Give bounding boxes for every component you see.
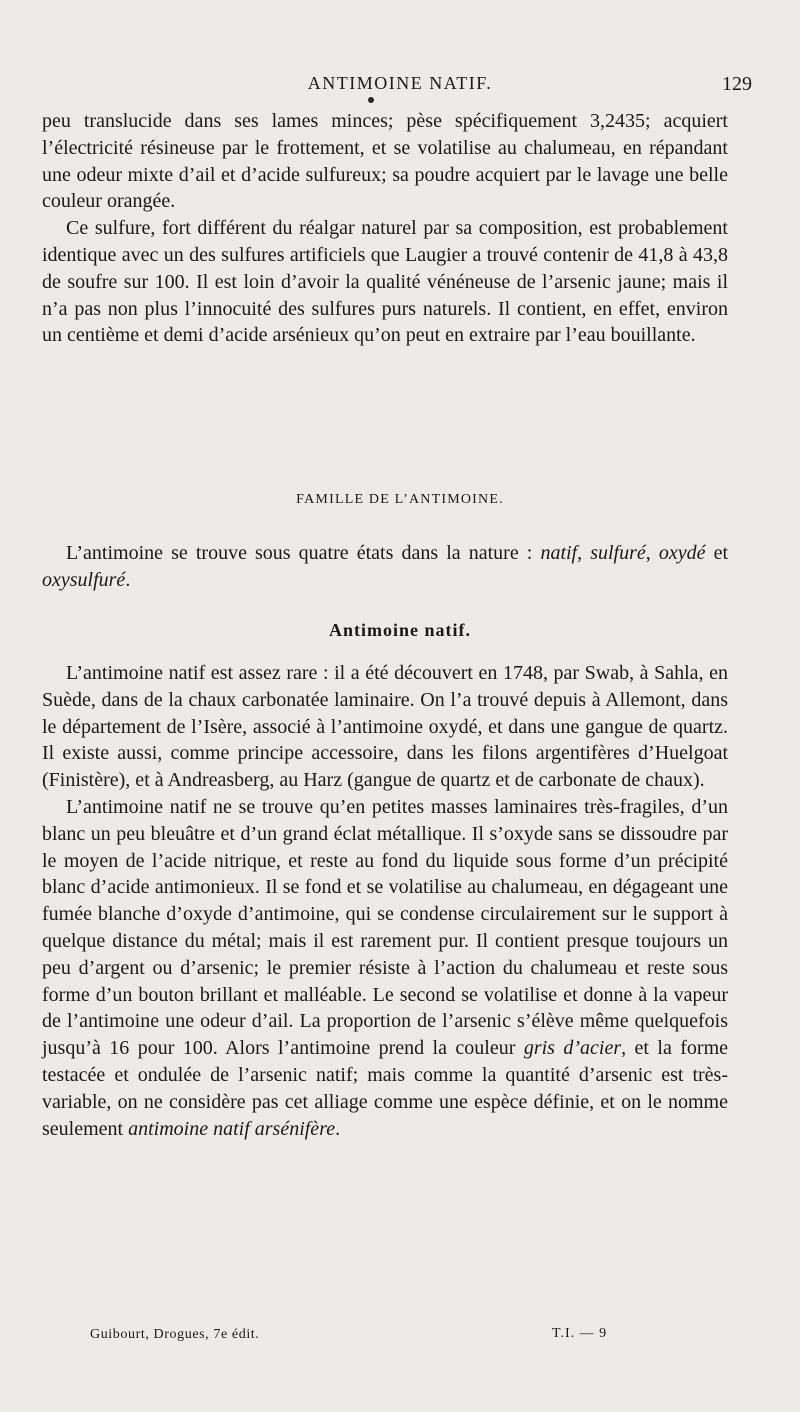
state-sulfure: sulfuré xyxy=(590,542,646,564)
properties-text: L’antimoine natif ne se trouve qu’en petites masses laminaires très-fragiles, d’un blanc un peu bleuâtre et d’un grand éclat métallique. Il s’oxyde sans se dissoudre par le moyen de l’acide nitrique, et reste au fond du liquide sous forme d’un précipité blanc d’acide antimonieux. Il se fond et se volatilise au chalumeau, en dégageant une fumée blanche d’oxyde d’antimoine, qui se condense circulairement sur le support à quelque distance du métal; mais il est rarement pur. Il contient presque toujours un peu d’argent ou d’arsenic; le premier résiste à l’action du chalumeau et reste sous forme d’un bouton brillant et malléable. Le second se volatilise et donne à la vapeur de l’antimoine une odeur d’ail. La proportion de l’arsenic s’élève même quelquefois jusqu’à 16 pour 100. Alors l’antimoine prend la couleur xyxy=(42,795,728,1060)
states-lead-text: L’antimoine se trouve sous quatre états dans la nature : xyxy=(66,542,541,564)
print-dot-mark xyxy=(368,97,374,103)
footer-volume-mark: T.I. — 9 xyxy=(552,1326,608,1341)
page-number: 129 xyxy=(722,73,752,95)
paragraph-properties xyxy=(42,794,728,1142)
section-heading: FAMILLE DE L’ANTIMOINE. xyxy=(296,492,504,507)
separator: , xyxy=(645,542,659,564)
term-gris-acier: gris d’acier xyxy=(523,1037,622,1060)
opening-text-block xyxy=(42,108,728,349)
running-title: ANTIMOINE NATIF. xyxy=(307,73,493,93)
footer-signature: Guibourt, Drogues, 7e édit. xyxy=(90,1327,260,1342)
paragraph-states xyxy=(42,540,728,594)
period: . xyxy=(335,1117,341,1140)
properties-text-mid: , et la forme testacée et ondulée de l’arsenic natif; mais comme la quantité d’arsenic est très-variable, on ne considère pas cet alliage comme une espèce définie, et on le nomme seulement xyxy=(42,1037,729,1140)
separator: , xyxy=(577,542,591,564)
state-oxyde: oxydé xyxy=(658,542,706,564)
running-header xyxy=(0,73,800,99)
separator: et xyxy=(705,542,729,564)
state-natif: natif xyxy=(540,542,578,564)
term-arsenifere: antimoine natif arsénifère xyxy=(128,1117,336,1140)
states-text-block xyxy=(42,540,728,594)
paragraph-discovery: L’antimoine natif est assez rare : il a été découvert en 1748, par Swab, à Sahla, en Suède, dans de la chaux carbonatée laminaire. On l’a trouvé depuis à Allemont, dans le département de l’Isère, associé à l’antimoine oxydé, et dans une gangue de quartz. Il existe aussi, comme principe accessoire, dans les filons argentifères d’Huelgoat (Finistère), et à Andreasberg, au Harz (gangue de quartz et de carbonate de chaux). xyxy=(42,662,728,792)
period: . xyxy=(125,568,131,591)
paragraph-sulfure: Ce sulfure, fort différent du réalgar naturel par sa composition, est probablement identique avec un des sulfures artificiels que Laugier a trouvé contenir de 41,8 à 43,8 de soufre sur 100. Il est loin d’avoir la qualité vénéneuse de l’arsenic jaune; mais il n’a pas non plus l’innocuité des sulfures purs naturels. Il contient, en effet, environ un centième et demi d’acide arsénieux qu’on peut en extraire par l’eau bouillante. xyxy=(42,217,728,347)
subsection-heading: Antimoine natif. xyxy=(329,620,471,640)
paragraph-continuation: peu translucide dans ses lames minces; pèse spécifiquement 3,2435; acquiert l’électricité résineuse par le frottement, et se volatilise au chalumeau, en répandant une odeur mixte d’ail et d’acide sulfureux; sa poudre acquiert par le lavage une belle couleur orangée. xyxy=(42,110,728,213)
state-oxysulfure: oxysulfuré xyxy=(42,568,126,591)
main-text-block xyxy=(42,660,728,1142)
